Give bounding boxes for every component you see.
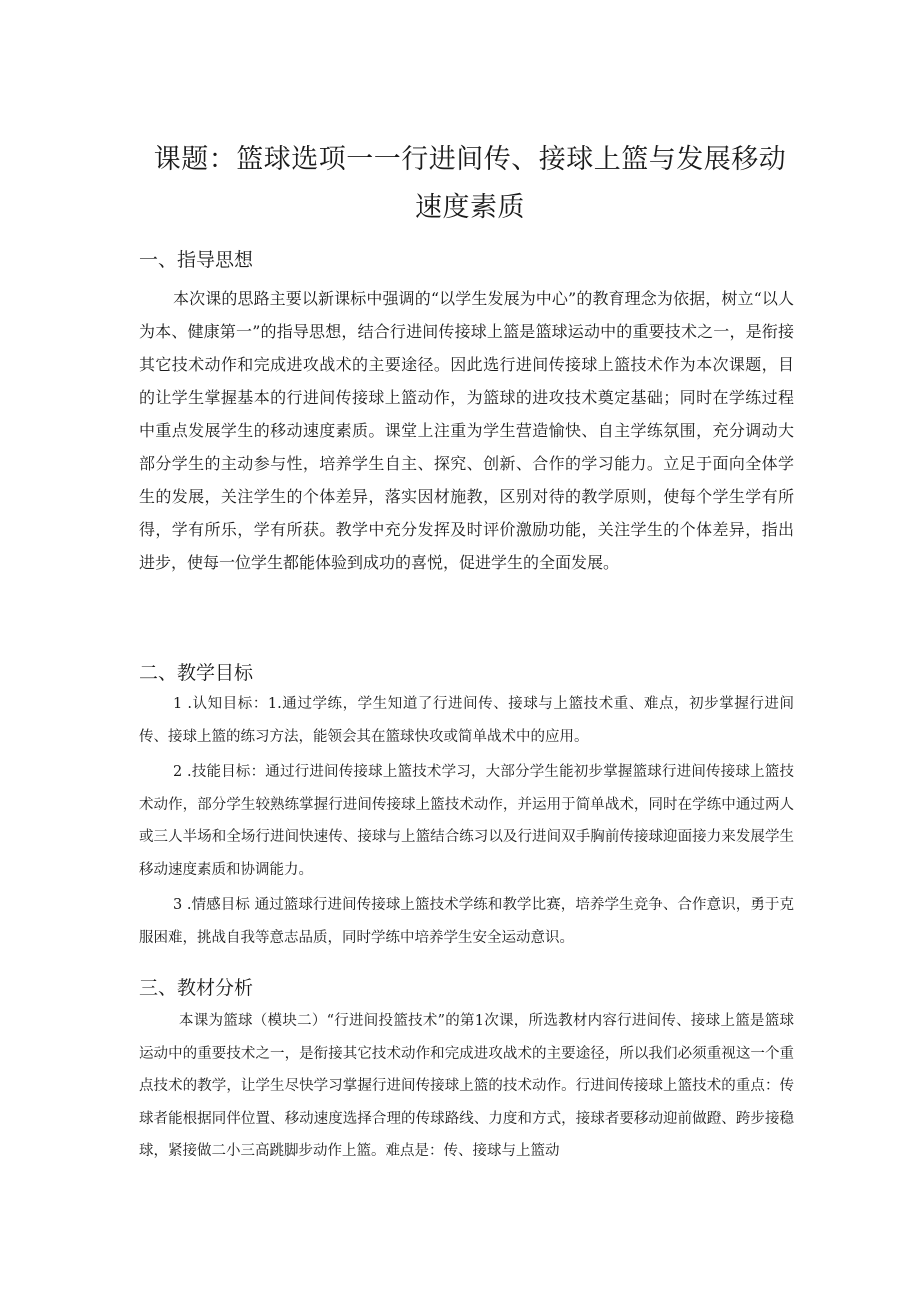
goal-item-cognitive: 1 .认知目标：1.通过学练，学生知道了行进间传、接球与上篮技术重、难点，初步掌握行进间传、接球上篮的练习方法，能领会其在篮球快攻或简单战术中的应用。 [139, 696, 794, 745]
document-title-line-2: 速度素质 [415, 192, 525, 223]
guide-paragraph: 本次课的思路主要以新课标中强调的“以学生发展为中心”的教育理念为依据，树立“以人为本、健康第一”的指导思想，结合行进间传接球上篮是篮球运动中的重要技术之一，是衔接其它技术动作和完成进攻战术的主要途径。因此选行进间传接球上篮技术作为本次课题，目的让学生掌握基本的行进间传接球上篮动作，为篮球的进攻技术奠定基础；同时在学练过程中重点发展学生的移动速度素质。课堂上注重为学生营造愉快、自主学练氛围，充分调动大部分学生的主动参与性，培养学生自主、探究、创新、合作的学习能力。立足于面向全体学生的发展，关注学生的个体差异，落实因材施教，区别对待的教学原则，使每个学生学有所得，学有所乐，学有所获。教学中充分发挥及时评价激励功能，关注学生的个体差异，指出进步，使每一位学生都能体验到成功的喜悦，促进学生的全面发展。 [139, 289, 794, 572]
material-paragraph: 本课为篮球（模块二）“行进间投篮技术”的第1次课，所选教材内容行进间传、接球上篮是篮球运动中的重要技术之一，是衔接其它技术动作和完成进攻战术的主要途径，所以我们必须重视这一个重点技术的教学，让学生尽快学习掌握行进间传接球上篮的技术动作。行进间传接球上篮技术的重点：传球者能根据同伴位置、移动速度选择合理的传球路线、力度和方式，接球者要移动迎前做蹬、跨步接稳球，紧接做二小三高跳脚步动作上篮。难点是：传、接球与上篮动 [139, 1013, 794, 1159]
section-heading-goals: 二、教学目标 [139, 662, 254, 684]
section-heading-guide: 一、指导思想 [139, 249, 254, 271]
goal-item-skill: 2 .技能目标：通过行进间传接球上篮技术学习，大部分学生能初步掌握篮球行进间传接球上篮技术动作，部分学生较熟练掌握行进间传接球上篮技术动作，并运用于简单战术，同时在学练中通过两人或三人半场和全场行进间快速传、接球与上篮结合练习以及行进间双手胸前传接球迎面接力来发展学生移动速度素质和协调能力。 [139, 764, 794, 878]
goal-item-emotion: 3 .情感目标 通过篮球行进间传接球上篮技术学练和教学比赛，培养学生竞争、合作意识，勇于克服困难，挑战自我等意志品质，同时学练中培养学生安全运动意识。 [139, 897, 794, 946]
document-title-line-1: 课题：篮球选项一一行进间传、接球上篮与发展移动 [153, 144, 787, 175]
section-heading-material: 三、教材分析 [139, 977, 254, 999]
